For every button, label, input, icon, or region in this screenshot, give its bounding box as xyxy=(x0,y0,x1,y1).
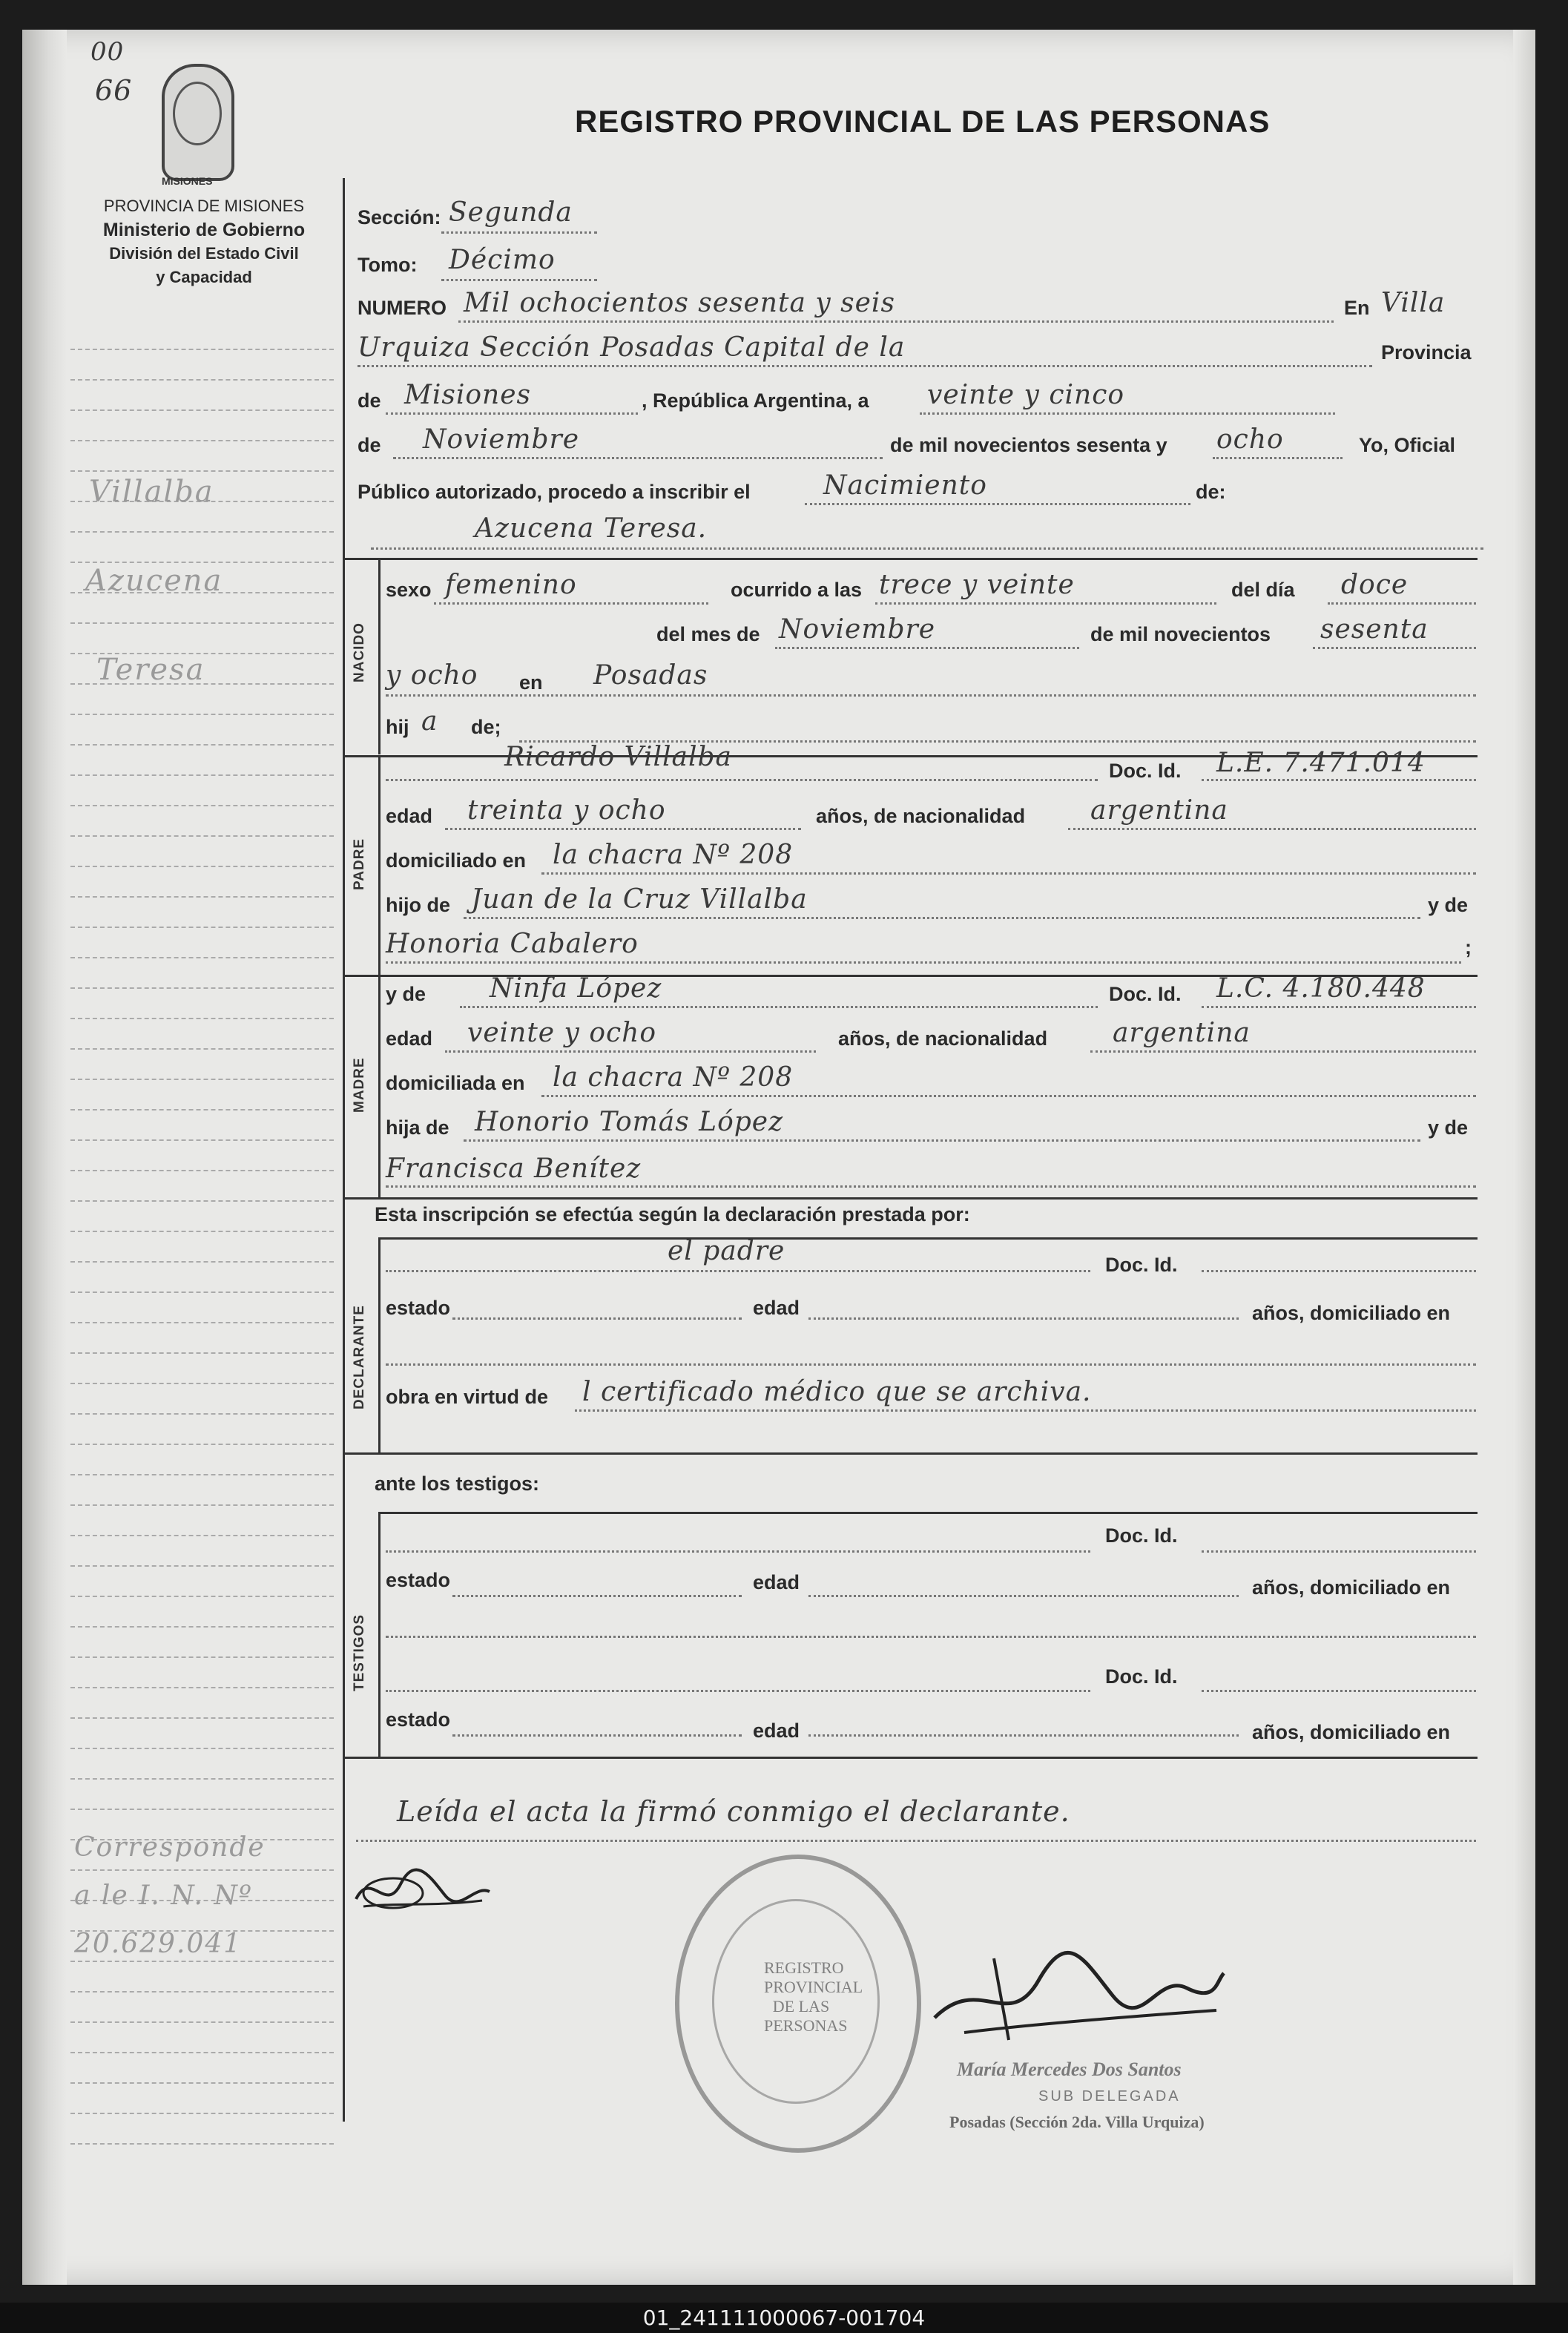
declarante-nombre-line xyxy=(386,1270,1090,1272)
lugar-line xyxy=(386,694,1476,697)
testigo1-nombre-line xyxy=(386,1550,1090,1553)
margin-ruled-line xyxy=(70,1352,334,1354)
margin-ruled-line xyxy=(70,1991,334,1993)
oficial-role: SUB DELEGADA xyxy=(1038,2088,1181,2105)
declarante-signature xyxy=(349,1855,497,1921)
madre-hija-de-label: hija de xyxy=(386,1116,449,1139)
margin-ruled-line xyxy=(70,987,334,989)
fecha-mes-value: Noviembre xyxy=(423,424,580,455)
testigo1-domicilio-line xyxy=(386,1636,1476,1638)
margin-ruled-line xyxy=(70,1018,334,1019)
provincia-label: Provincia xyxy=(1381,341,1472,363)
padre-nombre-value: Ricardo Villalba xyxy=(504,742,733,772)
madre-y-de-label-2: y de xyxy=(1428,1116,1469,1139)
testigo2-anios-label: años, domiciliado en xyxy=(1252,1721,1451,1743)
margin-ruled-line xyxy=(70,470,334,472)
declarante-doc-label: Doc. Id. xyxy=(1105,1254,1178,1276)
margin-ruled-line xyxy=(70,714,334,715)
testigo1-edad-label: edad xyxy=(753,1571,800,1593)
tomo-line xyxy=(441,279,597,281)
declarante-estado-line xyxy=(452,1317,742,1320)
hij-value: a xyxy=(421,706,438,737)
padre-domicilio-value: la chacra Nº 208 xyxy=(553,840,794,870)
sexo-label: sexo xyxy=(386,579,432,601)
margin-ruled-line xyxy=(70,1596,334,1597)
madre-nombre-line xyxy=(460,1006,1098,1008)
file-id-footer: 01_241111000067-001704 xyxy=(0,2303,1568,2333)
madre-domicilio-line xyxy=(541,1095,1476,1097)
margin-ruled-line xyxy=(70,1869,334,1871)
form-left-border xyxy=(343,178,345,2122)
declarante-anios-label: años, domiciliado en xyxy=(1252,1302,1451,1324)
madre-doc-line xyxy=(1202,1006,1476,1008)
declaracion-top-rule xyxy=(343,1197,1478,1200)
mil-label: de mil novecientos xyxy=(1090,623,1271,645)
margin-ruled-line xyxy=(70,2143,334,2145)
declarante-doc-line xyxy=(1202,1270,1476,1272)
padre-nombre-line xyxy=(386,779,1098,781)
padre-nacionalidad-line xyxy=(1068,828,1476,830)
madre-domicilio-value: la chacra Nº 208 xyxy=(553,1062,794,1093)
margin-given-name-2: Teresa xyxy=(96,653,205,687)
tomo-label: Tomo: xyxy=(358,254,418,276)
testigo2-nombre-line xyxy=(386,1690,1090,1692)
seccion-value: Segunda xyxy=(449,197,573,228)
de-colon-label: de: xyxy=(1196,481,1226,503)
padre-domicilio-line xyxy=(541,872,1476,875)
org-line-3: División del Estado Civil xyxy=(109,244,299,263)
margin-ruled-line xyxy=(70,622,334,624)
numero-line xyxy=(458,320,1334,323)
madre-madre-value: Francisca Benítez xyxy=(386,1154,642,1184)
madre-domicilio-label: domiciliada en xyxy=(386,1072,525,1094)
closing-statement: Leída el acta la firmó conmigo el declarante. xyxy=(397,1795,1070,1828)
declarante-side-label: DECLARANTE xyxy=(352,1305,367,1409)
margin-ruled-line xyxy=(70,1109,334,1110)
margin-note-2: a le I. N. Nº xyxy=(74,1880,253,1911)
margin-ruled-line xyxy=(70,1291,334,1293)
padre-edad-label: edad xyxy=(386,805,433,827)
lugar-value: Posadas xyxy=(593,660,708,691)
anio-line xyxy=(1313,647,1476,649)
dia-label: del día xyxy=(1231,579,1295,601)
hij-label: hij xyxy=(386,716,409,738)
margin-ruled-line xyxy=(70,927,334,928)
obra-value: l certificado médico que se archiva. xyxy=(582,1377,1092,1407)
testigos-side-rule xyxy=(378,1512,381,1757)
madre-madre-line xyxy=(386,1185,1476,1188)
provincia-value: Misiones xyxy=(404,380,532,410)
margin-note-3: 20.629.041 xyxy=(74,1929,243,1959)
mil-novecientos-label: de mil novecientos sesenta y xyxy=(890,434,1167,456)
org-line-2: Ministerio de Gobierno xyxy=(102,220,306,240)
dia-value: doce xyxy=(1341,570,1409,600)
nombre-value: Azucena Teresa. xyxy=(475,513,708,544)
issuing-organization xyxy=(59,194,349,289)
fecha-dia-value: veinte y cinco xyxy=(927,380,1125,410)
margin-ruled-line xyxy=(70,1048,334,1050)
margin-ruled-line xyxy=(70,440,334,441)
dia-line xyxy=(1328,602,1476,605)
padre-madre-line xyxy=(386,961,1461,964)
padre-nacionalidad-value: argentina xyxy=(1090,795,1228,826)
testigos-side-label: TESTIGOS xyxy=(352,1613,367,1691)
testigo1-edad-line xyxy=(808,1595,1239,1597)
acto-line xyxy=(805,503,1190,505)
madre-nacionalidad-line xyxy=(1090,1050,1476,1053)
margin-ruled-line xyxy=(70,1778,334,1780)
padre-domicilio-label: domiciliado en xyxy=(386,849,527,872)
margin-note-1: Corresponde xyxy=(74,1832,266,1863)
mes-line xyxy=(775,647,1079,649)
fecha-dia-line xyxy=(920,412,1335,415)
oficial-signature xyxy=(920,1929,1231,2055)
margin-surname: Villalba xyxy=(89,475,214,509)
margin-ruled-line xyxy=(70,1717,334,1719)
margin-given-name-1: Azucena xyxy=(85,564,223,598)
margin-ruled-line xyxy=(70,1565,334,1567)
de-label: de xyxy=(358,389,381,412)
margin-ruled-line xyxy=(70,1656,334,1658)
seccion-label: Sección: xyxy=(358,206,441,228)
en-lugar-label: en xyxy=(519,671,543,694)
margin-ruled-line xyxy=(70,835,334,837)
declarante-nombre-value: el padre xyxy=(668,1236,785,1266)
margin-ruled-line xyxy=(70,2082,334,2084)
testigo2-edad-line xyxy=(808,1734,1239,1737)
padre-hijo-de-label: hijo de xyxy=(386,894,450,916)
testigos-label: ante los testigos: xyxy=(375,1472,540,1495)
testigo1-estado-label: estado xyxy=(386,1569,451,1591)
madre-nacionalidad-value: argentina xyxy=(1113,1018,1251,1048)
padre-padre-value: Juan de la Cruz Villalba xyxy=(471,884,808,915)
margin-ruled-line xyxy=(70,531,334,533)
madre-side-rule xyxy=(378,975,381,1197)
numero-label: NUMERO xyxy=(358,297,447,319)
margin-ruled-line xyxy=(70,1961,334,1962)
padre-edad-line xyxy=(445,828,801,830)
closing-line xyxy=(356,1840,1476,1842)
en-value-2: Urquiza Sección Posadas Capital de la xyxy=(358,332,906,363)
margin-ruled-line xyxy=(70,1413,334,1415)
testigo1-anios-label: años, domiciliado en xyxy=(1252,1576,1451,1599)
padre-side-rule xyxy=(378,755,381,975)
ocurrido-label: ocurrido a las xyxy=(731,579,863,601)
publico-label: Público autorizado, procedo a inscribir el xyxy=(358,481,751,503)
madre-nombre-value: Ninfa López xyxy=(490,973,662,1004)
padre-doc-line xyxy=(1202,779,1476,781)
madre-edad-line xyxy=(445,1050,816,1053)
madre-y-de-label: y de xyxy=(386,983,426,1005)
nacido-top-rule xyxy=(343,558,1478,560)
madre-side-label: MADRE xyxy=(352,1057,367,1113)
seccion-line xyxy=(441,231,597,234)
fecha-anio-value: ocho xyxy=(1216,424,1284,455)
hora-line xyxy=(875,602,1216,605)
margin-ruled-line xyxy=(70,409,334,411)
margin-ruled-line xyxy=(70,1200,334,1202)
oficial-place: Posadas (Sección 2da. Villa Urquiza) xyxy=(949,2113,1205,2131)
testigos-top-rule xyxy=(343,1452,1478,1455)
tomo-value: Décimo xyxy=(449,245,556,275)
testigo2-doc-label: Doc. Id. xyxy=(1105,1665,1178,1688)
hora-value: trece y veinte xyxy=(879,570,1075,600)
acto-value: Nacimiento xyxy=(823,470,987,501)
margin-ruled-line xyxy=(70,1139,334,1141)
margin-ruled-line xyxy=(70,896,334,898)
declarante-top-rule xyxy=(378,1237,1478,1240)
org-line-4: y Capacidad xyxy=(156,268,252,286)
margin-ruled-line xyxy=(70,562,334,563)
madre-edad-label: edad xyxy=(386,1027,433,1050)
margin-ruled-line xyxy=(70,866,334,867)
testigo1-doc-label: Doc. Id. xyxy=(1105,1524,1178,1547)
page-edge xyxy=(1513,30,1535,2285)
padre-doc-value: L.E. 7.471.014 xyxy=(1216,748,1426,778)
sexo-value: femenino xyxy=(445,570,577,600)
margin-ruled-line xyxy=(70,379,334,381)
madre-doc-label: Doc. Id. xyxy=(1109,983,1182,1005)
padre-padre-line xyxy=(464,917,1420,919)
document-title: REGISTRO PROVINCIAL DE LAS PERSONAS xyxy=(575,104,1271,139)
page-number-hand: 66 xyxy=(95,74,133,107)
testigo2-doc-line xyxy=(1202,1690,1476,1692)
obra-line xyxy=(575,1409,1476,1412)
margin-ruled-line xyxy=(70,349,334,350)
margin-ruled-line xyxy=(70,1383,334,1384)
obra-label: obra en virtud de xyxy=(386,1386,549,1408)
madre-padre-value: Honorio Tomás López xyxy=(475,1107,784,1137)
en-value-1: Villa xyxy=(1381,288,1446,318)
madre-anios-label: años, de nacionalidad xyxy=(838,1027,1048,1050)
margin-ruled-line xyxy=(70,805,334,806)
margin-ruled-line xyxy=(70,1079,334,1080)
margin-ruled-line xyxy=(70,744,334,746)
madre-doc-value: L.C. 4.180.448 xyxy=(1216,973,1426,1004)
book-binding xyxy=(22,30,67,2285)
declarante-edad-line xyxy=(808,1317,1239,1320)
en-line-2 xyxy=(358,365,1372,367)
province-seal-emblem xyxy=(173,82,222,145)
testigo1-doc-line xyxy=(1202,1550,1476,1553)
padre-side-label: PADRE xyxy=(352,838,367,890)
en-label: En xyxy=(1344,297,1370,319)
margin-ruled-line xyxy=(70,774,334,776)
margin-ruled-line xyxy=(70,2113,334,2114)
mes-label: del mes de xyxy=(656,623,760,645)
declarante-estado-label: estado xyxy=(386,1297,451,1319)
padre-y-de-label: y de xyxy=(1428,894,1469,916)
testigos-inner-rule xyxy=(378,1512,1478,1514)
padre-anios-label: años, de nacionalidad xyxy=(816,805,1026,827)
fecha-anio-line xyxy=(1213,457,1343,459)
margin-ruled-line xyxy=(70,2052,334,2053)
declarante-edad-label: edad xyxy=(753,1297,800,1319)
de-label-2: de xyxy=(358,434,381,456)
nombre-line xyxy=(371,547,1483,550)
seal-ribbon-text: MISIONES xyxy=(162,175,213,187)
nacido-side-rule xyxy=(378,558,381,754)
page-number-top: 00 xyxy=(90,37,125,67)
declaracion-label: Esta inscripción se efectúa según la declaración prestada por: xyxy=(375,1203,970,1225)
margin-ruled-line xyxy=(70,1748,334,1749)
margin-ruled-line xyxy=(70,1687,334,1688)
margin-ruled-line xyxy=(70,1261,334,1263)
closing-top-rule xyxy=(343,1757,1478,1759)
madre-padre-line xyxy=(464,1139,1420,1142)
margin-ruled-line xyxy=(70,2021,334,2023)
margin-ruled-line xyxy=(70,1626,334,1628)
testigo2-estado-line xyxy=(452,1734,742,1737)
madre-edad-value: veinte y ocho xyxy=(467,1018,657,1048)
anio-value-2: y ocho xyxy=(386,660,478,691)
padre-doc-label: Doc. Id. xyxy=(1109,760,1182,782)
margin-ruled-line xyxy=(70,1504,334,1506)
margin-ruled-line xyxy=(70,1170,334,1171)
sexo-line xyxy=(434,602,708,605)
testigo1-estado-line xyxy=(452,1595,742,1597)
stamp-text: REGISTRO PROVINCIAL DE LAS PERSONAS xyxy=(764,1958,863,2035)
yo-oficial-label: Yo, Oficial xyxy=(1359,434,1456,456)
margin-ruled-line xyxy=(70,1474,334,1475)
declarante-domicilio-line xyxy=(386,1363,1476,1366)
padre-semicolon: ; xyxy=(1465,936,1472,958)
margin-ruled-line xyxy=(70,957,334,958)
margin-ruled-line xyxy=(70,1231,334,1232)
oficial-name: María Mercedes Dos Santos xyxy=(957,2059,1182,2080)
nacido-side-label: NACIDO xyxy=(352,622,367,682)
padre-edad-value: treinta y ocho xyxy=(467,795,666,826)
provincia-line xyxy=(386,412,638,415)
numero-value: Mil ochocientos sesenta y seis xyxy=(464,288,895,318)
testigo2-edad-label: edad xyxy=(753,1720,800,1742)
hij-de-label: de; xyxy=(471,716,501,738)
margin-ruled-line xyxy=(70,1322,334,1323)
republica-label: , República Argentina, a xyxy=(642,389,869,412)
anio-value-1: sesenta xyxy=(1320,614,1429,645)
padre-madre-value: Honoria Cabalero xyxy=(386,929,639,959)
margin-ruled-line xyxy=(70,1444,334,1445)
fecha-mes-line xyxy=(393,457,883,459)
org-line-1: PROVINCIA DE MISIONES xyxy=(103,197,305,215)
margin-ruled-line xyxy=(70,1809,334,1810)
declarante-side-rule xyxy=(378,1237,381,1452)
mes-value: Noviembre xyxy=(779,614,936,645)
margin-ruled-line xyxy=(70,1535,334,1536)
testigo2-estado-label: estado xyxy=(386,1708,451,1731)
